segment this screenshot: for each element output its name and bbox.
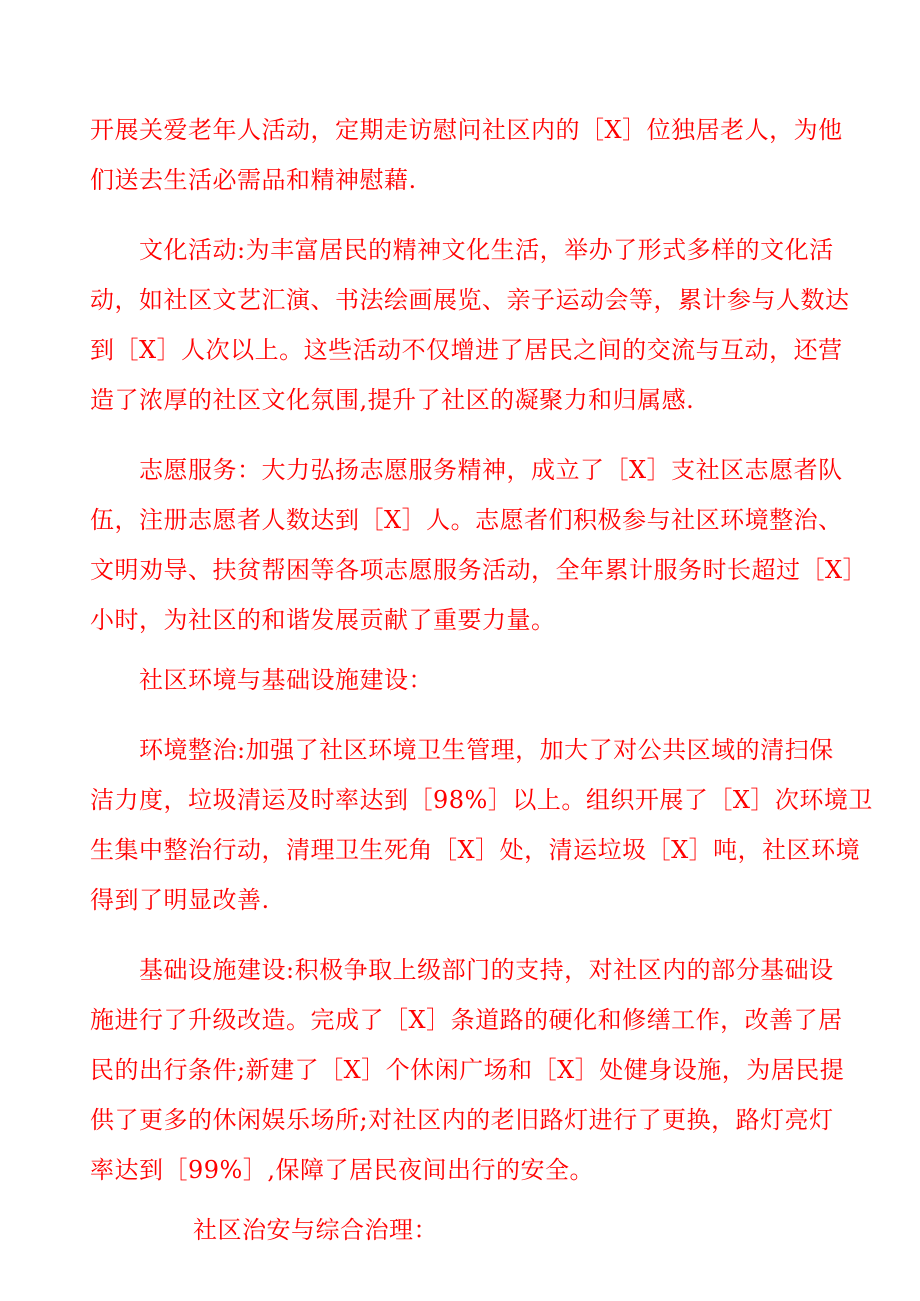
section-heading-environment: 社区环境与基础设施建设： — [139, 666, 433, 694]
body-text-line: 们送去生活必需品和精神慰藉. — [90, 166, 417, 194]
body-text-line: 供了更多的休闲娱乐场所;对社区内的老旧路灯进行了更换，路灯亮灯 — [90, 1106, 834, 1134]
body-text-line: 施进行了升级改造。完成了［X］条道路的硬化和修缮工作，改善了居 — [90, 1006, 843, 1034]
paragraph-culture-activities: 文化活动:为丰富居民的精神文化生活，举办了形式多样的文化活 — [139, 236, 834, 264]
body-text-line: 得到了明显改善. — [90, 886, 270, 914]
section-heading-public-security: 社区治安与综合治理： — [193, 1216, 438, 1244]
body-text-line: 洁力度，垃圾清运及时率达到［98%］以上。组织开展了［X］次环境卫 — [90, 786, 873, 814]
body-text-line: 造了浓厚的社区文化氛围,提升了社区的凝聚力和归属感. — [90, 386, 695, 414]
body-text-line: 文明劝导、扶贫帮困等各项志愿服务活动，全年累计服务时长超过［X］ — [90, 556, 868, 584]
body-text-line: 率达到［99%］,保障了居民夜间出行的安全。 — [90, 1156, 594, 1184]
paragraph-environment-improvement: 环境整治:加强了社区环境卫生管理，加大了对公共区域的清扫保 — [139, 736, 834, 764]
body-text-line: 到［X］人次以上。这些活动不仅增进了居民之间的交流与互动，还营 — [90, 336, 843, 364]
body-text-line: 小时，为社区的和谐发展贡献了重要力量。 — [90, 606, 556, 634]
body-text-line: 动，如社区文艺汇演、书法绘画展览、亲子运动会等，累计参与人数达 — [90, 286, 850, 314]
body-text-line: 生集中整治行动，清理卫生死角［X］处，清运垃圾［X］吨，社区环境 — [90, 836, 861, 864]
paragraph-volunteer-service: 志愿服务：大力弘扬志愿服务精神，成立了［X］支社区志愿者队 — [139, 456, 843, 484]
body-text-line: 开展关爱老年人活动，定期走访慰问社区内的［X］位独居老人，为他 — [90, 116, 843, 144]
body-text-line: 民的出行条件;新建了［X］个休闲广场和［X］处健身设施，为居民提 — [90, 1056, 845, 1084]
paragraph-infrastructure: 基础设施建设:积极争取上级部门的支持，对社区内的部分基础设 — [139, 956, 834, 984]
body-text-line: 伍，注册志愿者人数达到［X］人。志愿者们积极参与社区环境整治、 — [90, 506, 843, 534]
